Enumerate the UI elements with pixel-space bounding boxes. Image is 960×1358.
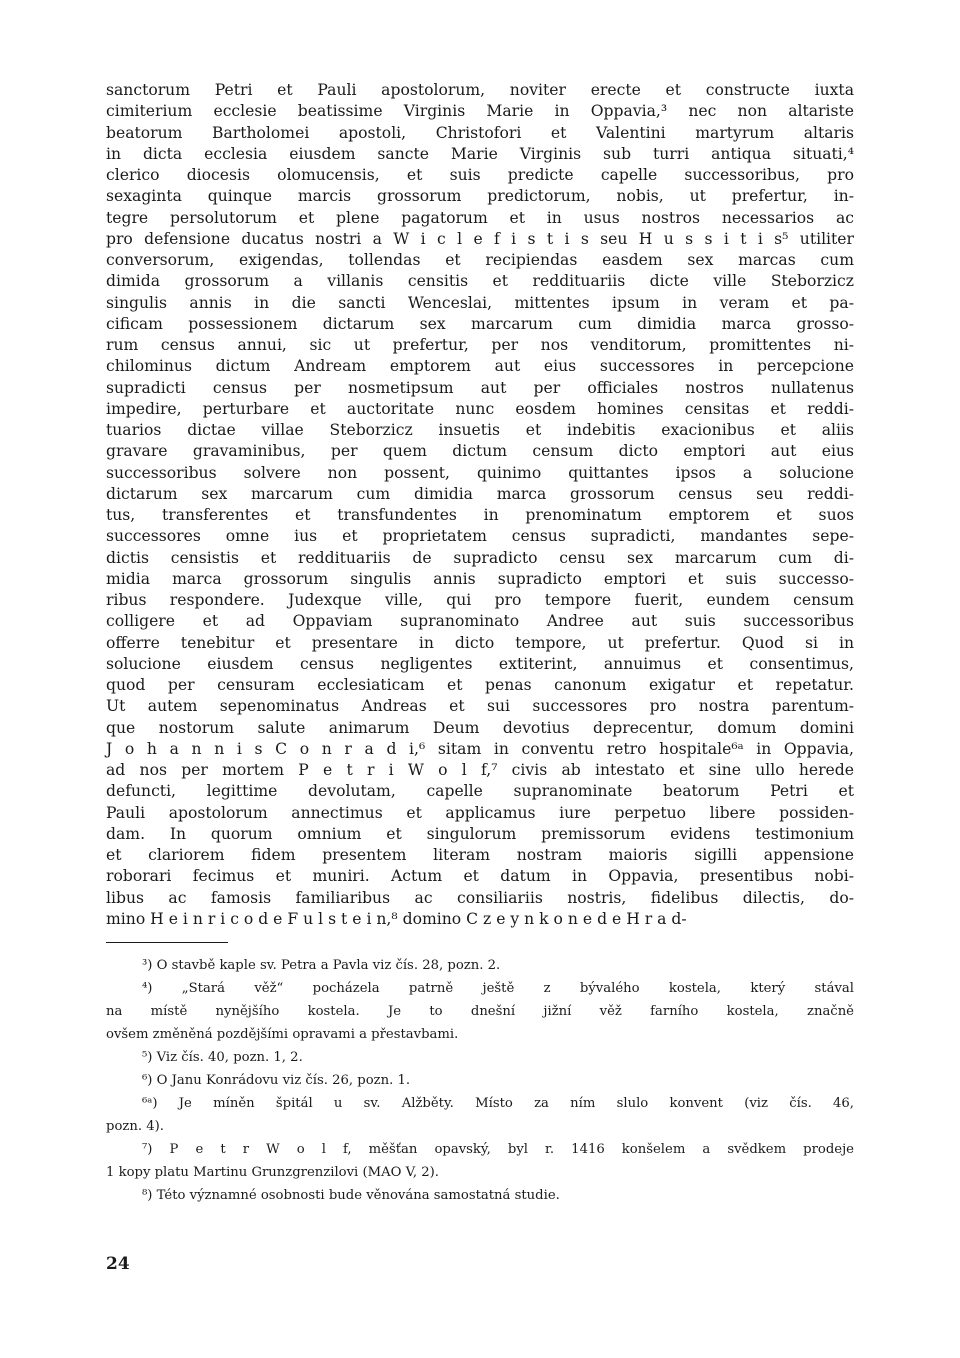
footnote-separator <box>106 942 228 943</box>
body-text-line: impedire, perturbare et auctoritate nunc eosdem homines censitas et reddi- <box>106 399 854 418</box>
footnote-line: ⁸) Této významné osobnosti bude věnována samostatná studie. <box>142 1188 560 1203</box>
body-text-line: gravare gravaminibus, per quem dictum censum dicto emptori aut eius <box>106 442 854 461</box>
footnote <box>106 1046 854 1069</box>
footnote-line: na místě nynějšího kostela. Je to dnešní jižní věž farního kostela, značně <box>106 1004 854 1019</box>
body-text-line: conversorum, exigendas, tollendas et recipiendas easdem sex marcas cum <box>106 251 854 269</box>
body-text-line: et clariorem fidem presentem literam nostram maioris sigilli appensione <box>106 846 854 864</box>
footnote-line: 1 kopy platu Martinu Grunzgrenzilovi (MAO V, 2). <box>106 1165 439 1180</box>
body-text-line: cimiterium ecclesie beatissime Virginis Marie in Oppavia,³ nec non altariste <box>106 102 854 121</box>
body-text-line: mino H e i n r i c o d e F u l s t e i n,⁸ domino C z e y n k o n e d e H r a d- <box>106 909 687 928</box>
footnote <box>106 977 854 1046</box>
footnote-line: pozn. 4). <box>106 1119 164 1134</box>
body-text-line: tus, transferentes et transfundentes in prenominatum emptorem et suos <box>106 506 854 524</box>
body-text-line: que nostorum salute animarum Deum devotius deprecentur, domum domini <box>106 718 854 737</box>
body-text-line: quod per censuram ecclesiaticam et penas canonum exigatur et repetatur. <box>106 676 854 694</box>
footnote-line: ³) O stavbě kaple sv. Petra a Pavla viz čís. 28, pozn. 2. <box>142 958 501 973</box>
body-text-line: J o h a n n i s C o n r a d i,⁶ sitam in conventu retro hospitale⁶ᵃ in Oppavia, <box>106 739 854 758</box>
body-text-line: Pauli apostolorum annectimus et applicamus iure perpetuo libere possiden- <box>106 803 854 822</box>
body-text-line: ribus respondere. Judexque ville, qui pro tempore fuerit, eundem censum <box>106 591 854 609</box>
body-text-line: rum census annui, sic ut prefertur, per nos venditorum, promittentes ni- <box>106 336 854 354</box>
body-text-line: offerre tenebitur et presentare in dicto tempore, ut prefertur. Quod si in <box>106 633 854 652</box>
body-text-line: dimida grossorum a villanis censitis et reddituariis dicte ville Steborzicz <box>106 272 854 291</box>
body-text-line: in dicta ecclesia eiusdem sancte Marie Virginis sub turri antiqua situati,⁴ <box>106 144 854 163</box>
body-text-line: dam. In quorum omnium et singulorum premissorum evidens testimonium <box>106 824 854 843</box>
body-text-line: sexaginta quinque marcis grossorum predictorum, nobis, ut prefertur, in- <box>106 187 854 206</box>
body-text-line: defuncti, legittime devolutam, capelle supranominate beatorum Petri et <box>106 782 854 801</box>
body-text-line: solucione eiusdem census negligentes extiterint, annuimus et consentimus, <box>106 654 854 673</box>
body-text-line: chilominus dictum Andream emptorem aut eius successores in percepcione <box>106 357 854 376</box>
body-text-line: roborari fecimus et muniri. Actum et datum in Oppavia, presentibus nobi- <box>106 867 854 886</box>
body-text-line: clerico diocesis olomucensis, et suis predicte capelle successoribus, pro <box>106 166 854 184</box>
body-text-line: cificam possessionem dictarum sex marcarum cum dimidia marca grosso- <box>106 314 854 333</box>
body-text-line: singulis annis in die sancti Wenceslai, mittentes ipsum in veram et pa- <box>106 293 854 312</box>
body-text-line: successoribus solvere non possent, quinimo quittantes ipsos a solucione <box>106 463 854 482</box>
body-text-line: supradicti census per nosmetipsum aut per officiales nostros nullatenus <box>106 378 854 397</box>
main-text-block <box>106 80 854 930</box>
footnote <box>106 1069 854 1092</box>
footnote-line: ovšem změněná pozdějšími opravami a přestavbami. <box>106 1027 459 1042</box>
footnote <box>106 1138 854 1184</box>
body-text-line: pro defensione ducatus nostri a W i c l e f i s t i s seu H u s s i t i s⁵ utiliter <box>106 229 854 248</box>
footnote-line: ⁴) „Stará věž“ pocházela patrně ještě z bývalého kostela, který stával <box>142 981 854 996</box>
body-text-line: tegre persolutorum et plene pagatorum et in usus nostros necessarios ac <box>106 208 854 227</box>
body-text-line: Ut autem sepenominatus Andreas et sui successores pro nostra parentum- <box>106 697 854 716</box>
body-text-line: dictarum sex marcarum cum dimidia marca grossorum census seu reddi- <box>106 484 854 503</box>
body-text-line: tuarios dictae villae Steborzicz insuetis et indebitis exacionibus et aliis <box>106 421 854 439</box>
footnote <box>106 1184 854 1207</box>
footnote-line: ⁷) P e t r W o l f, měšťan opavský, byl r. 1416 konšelem a svědkem prodeje <box>142 1142 854 1157</box>
body-text-line: sanctorum Petri et Pauli apostolorum, noviter erecte et constructe iuxta <box>106 81 854 99</box>
body-text-line: beatorum Bartholomei apostoli, Christofori et Valentini martyrum altaris <box>106 123 854 142</box>
body-text-line: colligere et ad Oppaviam supranominato Andree aut suis successoribus <box>106 612 854 631</box>
footnote <box>106 1092 854 1138</box>
page-number: 24 <box>106 1254 130 1274</box>
body-text-line: libus ac famosis familiaribus ac consiliariis nostris, fidelibus dilectis, do- <box>106 888 854 907</box>
body-text-line: ad nos per mortem P e t r i W o l f,⁷ civis ab intestato et sine ullo herede <box>106 761 854 779</box>
body-text-line: successores omne ius et proprietatem census supradicti, mandantes sepe- <box>106 527 854 546</box>
footnotes-block <box>106 954 854 1207</box>
footnote <box>106 954 854 977</box>
body-text-line: midia marca grossorum singulis annis supradicto emptori et suis successo- <box>106 569 854 588</box>
body-text-line: dictis censistis et reddituariis de supradicto censu sex marcarum cum di- <box>106 548 854 567</box>
footnote-line: ⁶ᵃ) Je míněn špitál u sv. Alžběty. Místo za ním slulo konvent (viz čís. 46, <box>142 1096 854 1111</box>
footnote-line: ⁵) Viz čís. 40, pozn. 1, 2. <box>142 1050 303 1065</box>
footnote-line: ⁶) O Janu Konrádovu viz čís. 26, pozn. 1. <box>142 1073 411 1088</box>
